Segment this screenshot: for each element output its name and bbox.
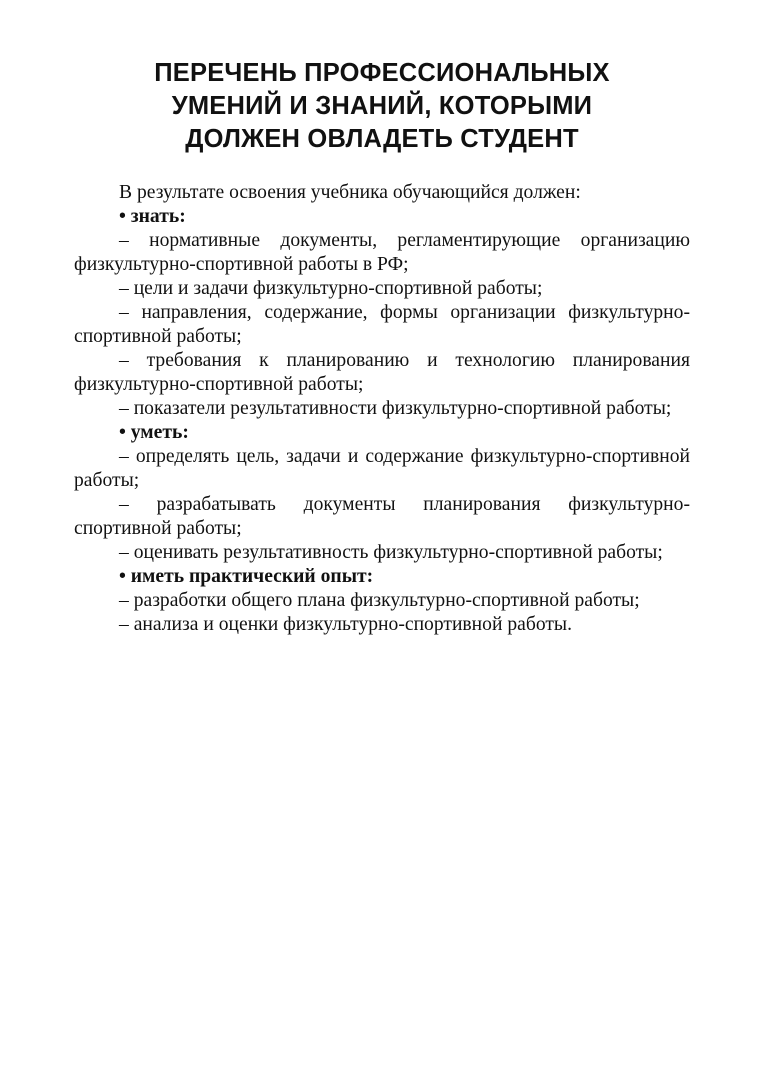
- page-title: [74, 57, 690, 156]
- intro-paragraph: В результате освоения учебника обучающийся должен:: [119, 182, 581, 203]
- section-heading-able: • уметь:: [119, 422, 189, 443]
- able-item-3: – оценивать результативность физкультурно-спортивной работы;: [119, 542, 663, 563]
- able-item-2: – разрабатывать документы планирования физкультурно-спортивной работы;: [74, 494, 690, 539]
- section-heading-know: • знать:: [119, 206, 186, 227]
- title-line-3: ДОЛЖЕН ОВЛАДЕТЬ СТУДЕНТ: [185, 125, 579, 153]
- experience-item-1: – разработки общего плана физкультурно-спортивной работы;: [119, 590, 640, 611]
- know-item-2: – цели и задачи физкультурно-спортивной работы;: [119, 278, 543, 299]
- know-item-5: – показатели результативности физкультурно-спортивной работы;: [119, 398, 672, 419]
- document-page: [74, 57, 690, 637]
- know-item-4: – требования к планированию и технологию планирования физкультурно-спортивной работы;: [74, 350, 690, 395]
- document-body: [74, 181, 690, 637]
- title-line-1: ПЕРЕЧЕНЬ ПРОФЕССИОНАЛЬНЫХ: [154, 59, 610, 87]
- experience-item-2: – анализа и оценки физкультурно-спортивной работы.: [119, 614, 572, 635]
- know-item-3: – направления, содержание, формы организации физкультурно-спортивной работы;: [74, 302, 690, 347]
- section-heading-experience: • иметь практический опыт:: [119, 566, 374, 587]
- title-line-2: УМЕНИЙ И ЗНАНИЙ, КОТОРЫМИ: [171, 92, 593, 120]
- able-item-1: – определять цель, задачи и содержание физкультурно-спортивной работы;: [74, 446, 690, 491]
- know-item-1: – нормативные документы, регламентирующие организацию физкультурно-спортивной работы в РФ;: [74, 230, 690, 275]
